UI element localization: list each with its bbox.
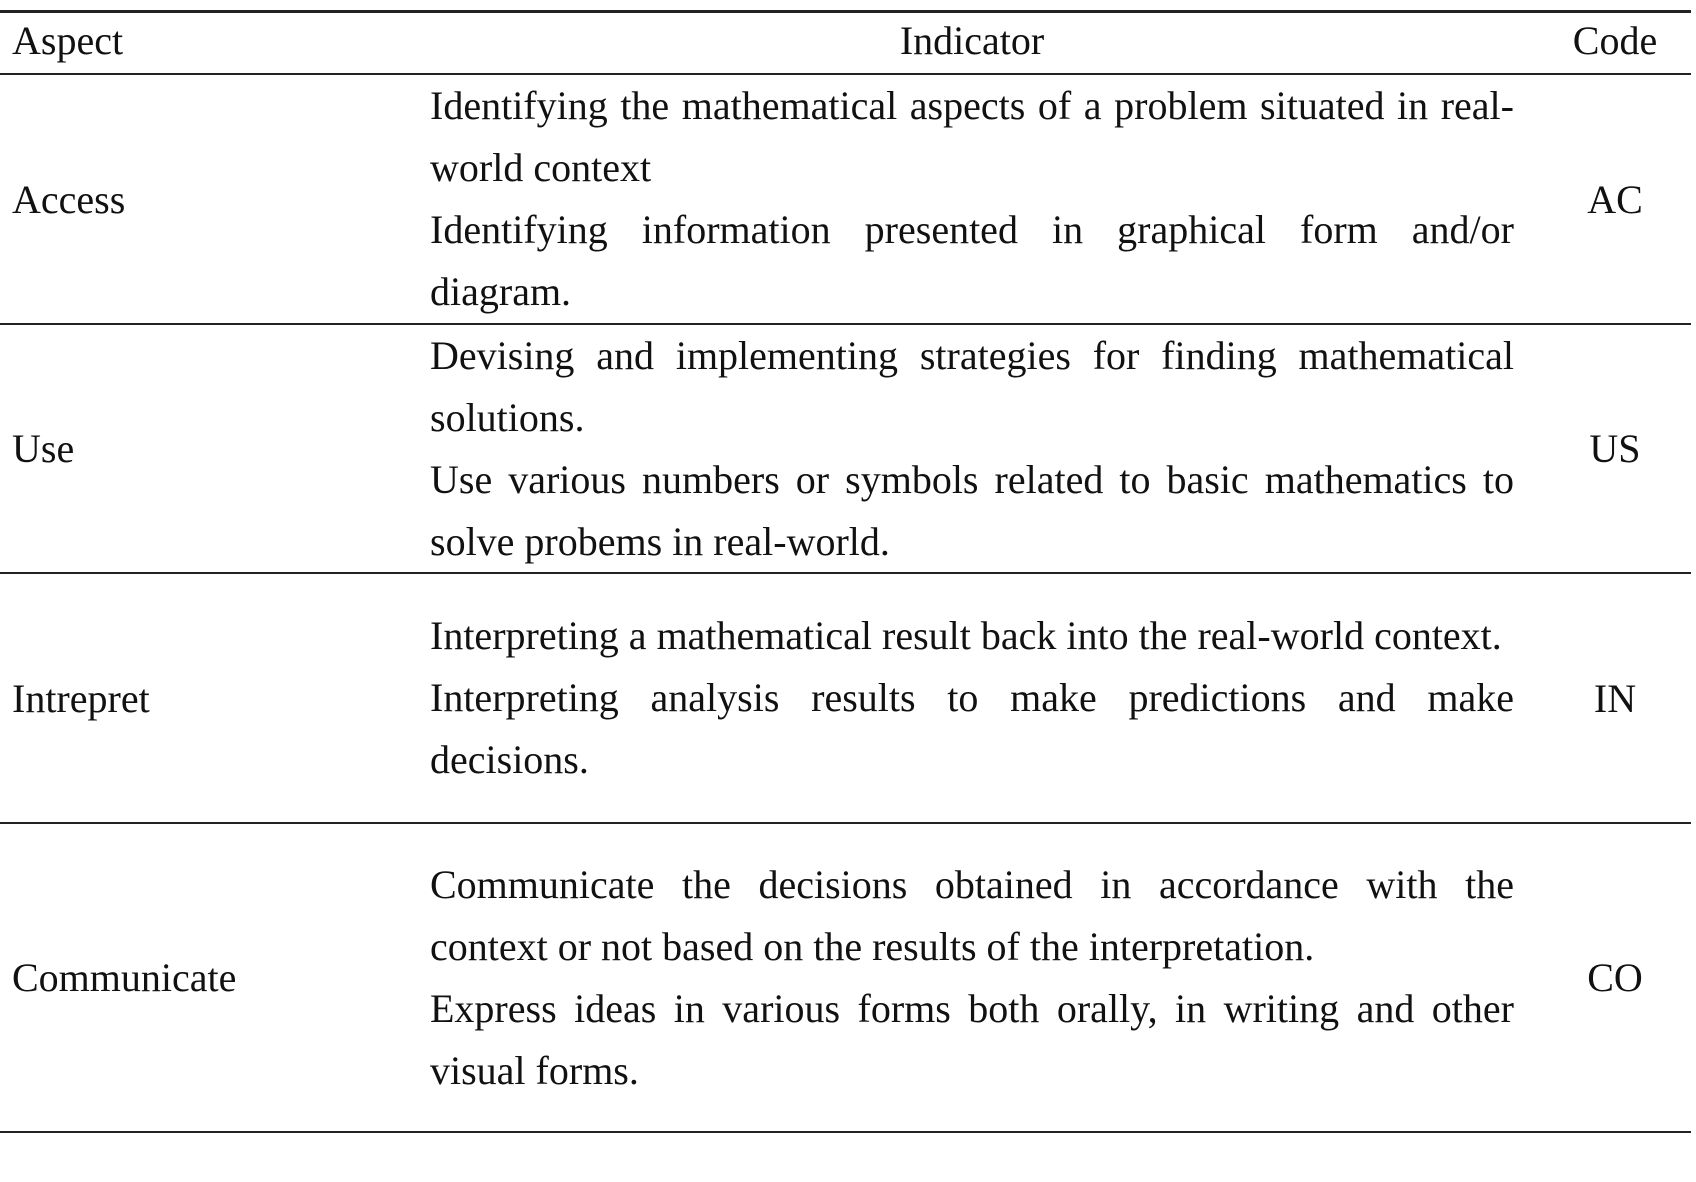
code-cell: US — [1589, 426, 1641, 471]
indicator-text: Identifying information presented in graphical form and/or diagram. — [430, 207, 1514, 314]
aspect-cell: Intrepret — [12, 675, 150, 721]
table-row — [0, 824, 1691, 1131]
indicator-text: Use various numbers or symbols related to basic mathematics to solve probems in real-world. — [430, 456, 1514, 564]
indicator-text: Interpreting analysis results to make predictions and make decisions. — [430, 675, 1514, 782]
table-row — [0, 75, 1691, 323]
code-cell: AC — [1587, 176, 1643, 222]
table-row — [0, 325, 1691, 572]
indicator-cell — [430, 824, 1514, 1131]
aspect-cell: Communicate — [12, 955, 237, 1000]
indicator-cell — [430, 75, 1514, 323]
indicator-text: Express ideas in various forms both orally, in writing and other visual forms. — [430, 985, 1514, 1093]
header-indicator: Indicator — [899, 18, 1045, 63]
aspect-cell: Use — [12, 426, 75, 471]
table-row — [0, 574, 1691, 822]
header-code: Code — [1572, 18, 1658, 63]
indicator-cell — [430, 325, 1514, 572]
aspect-cell: Access — [12, 176, 126, 222]
code-cell: IN — [1593, 675, 1637, 721]
code-cell: CO — [1587, 955, 1643, 1000]
indicator-text: Identifying the mathematical aspects of a problem situated in real-world context — [430, 83, 1514, 190]
indicator-text: Interpreting a mathematical result back into the real-world context. — [430, 613, 1502, 658]
indicator-cell — [430, 574, 1514, 822]
top-rule — [0, 10, 1691, 13]
header-aspect: Aspect — [12, 18, 124, 63]
bottom-rule — [0, 1131, 1691, 1133]
indicator-text: Communicate the decisions obtained in accordance with the context or not based on the results of the interpretation. — [430, 861, 1514, 969]
indicator-text: Devising and implementing strategies for finding mathematical solutions. — [430, 332, 1514, 440]
